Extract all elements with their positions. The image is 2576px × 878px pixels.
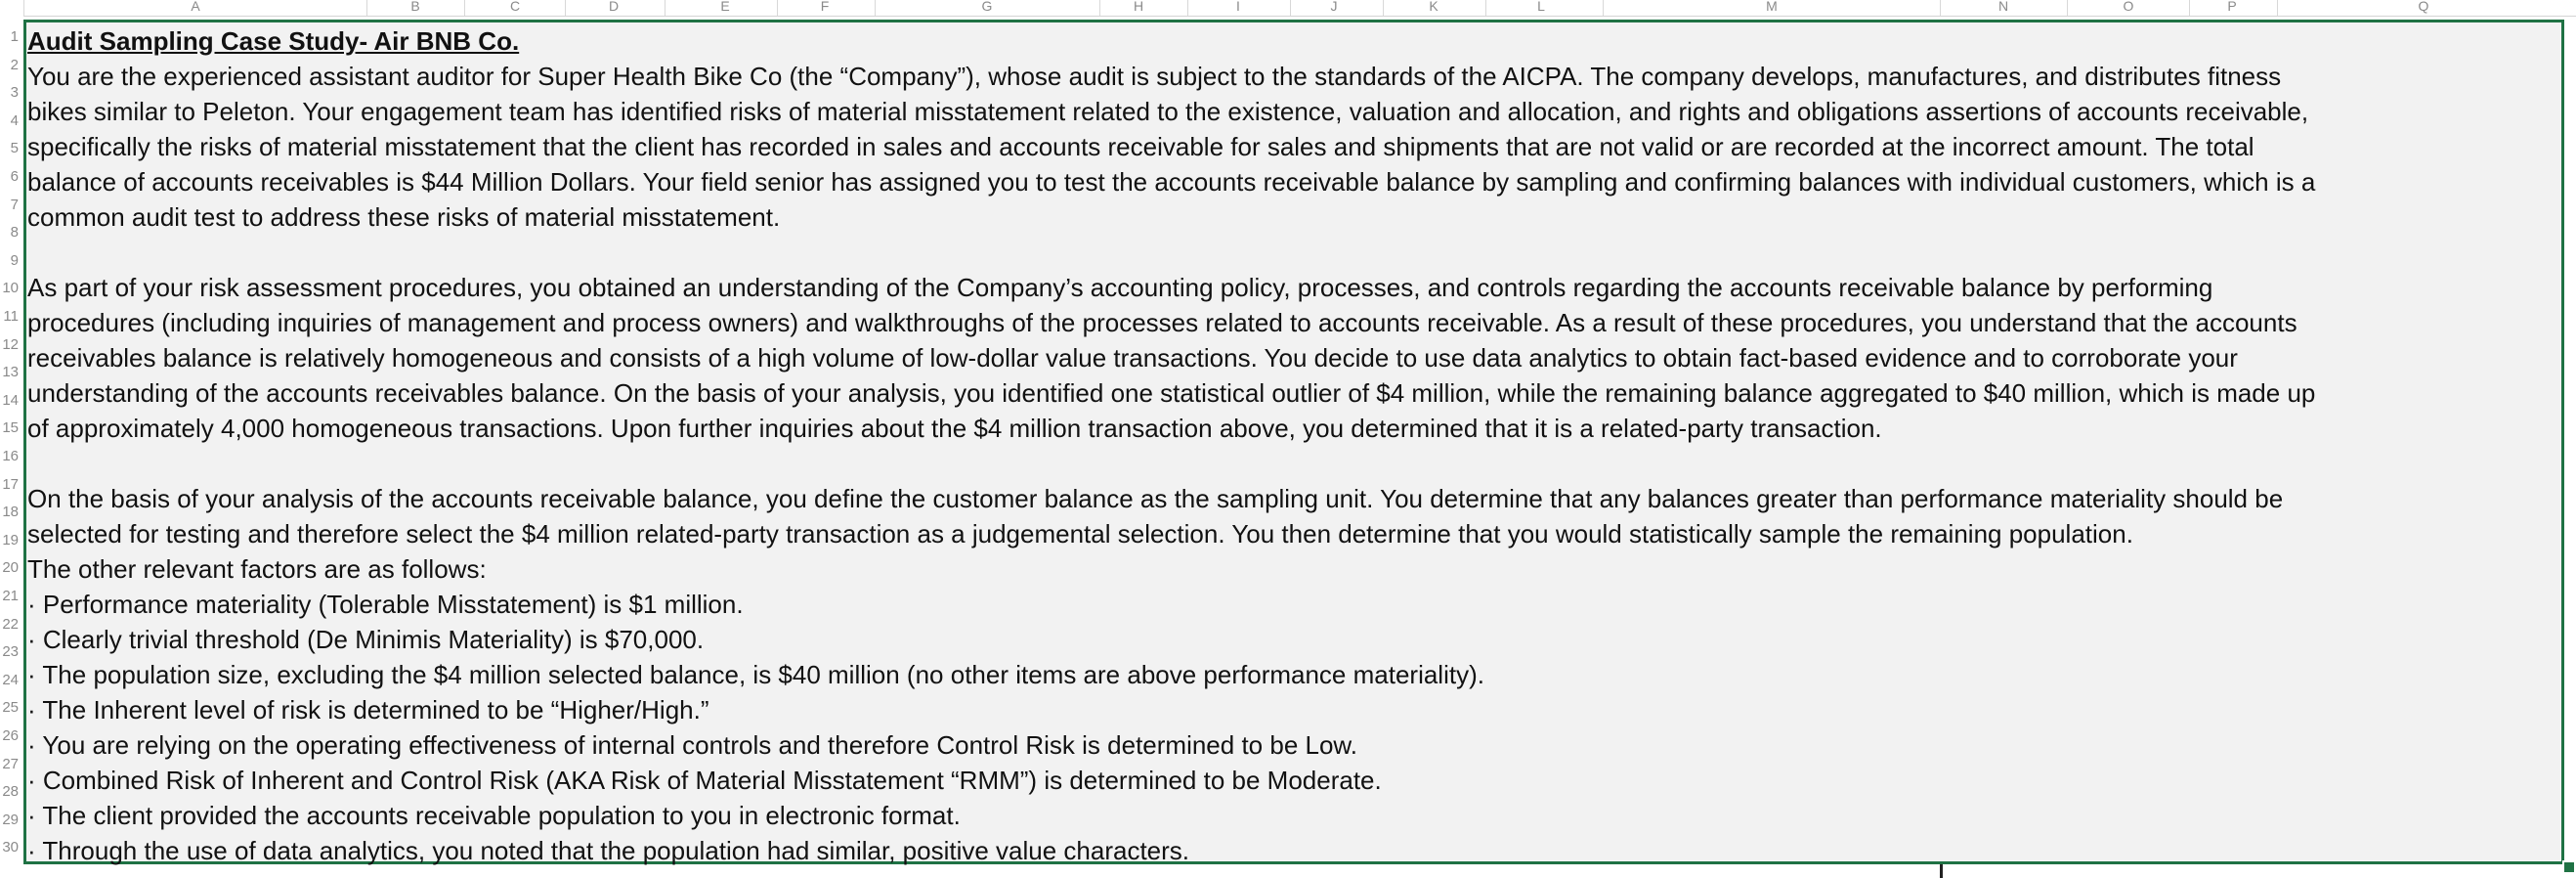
- row-header-27[interactable]: 27: [2, 755, 19, 772]
- column-separator[interactable]: [2189, 0, 2190, 16]
- paragraph-1-line: bikes similar to Peleton. Your engagement team has identified risks of material misstatement related to the existence, valuation and allocation, and rights and obligations assertions of accounts receivable,: [27, 97, 2309, 126]
- row-header-28[interactable]: 28: [2, 783, 19, 801]
- column-header-p[interactable]: P: [2227, 0, 2237, 14]
- column-header-o[interactable]: O: [2123, 0, 2134, 14]
- column-separator[interactable]: [1099, 0, 1100, 16]
- paragraph-2-line: receivables balance is relatively homogeneous and consists of a high volume of low-dollar value transactions. You decide to use data analytics to obtain fact-based evidence and to corroborate your: [27, 343, 2238, 373]
- row-header-8[interactable]: 8: [10, 224, 19, 241]
- row-header-10[interactable]: 10: [2, 280, 19, 297]
- row-header-15[interactable]: 15: [2, 419, 19, 437]
- column-header-e[interactable]: E: [720, 0, 730, 14]
- column-header-h[interactable]: H: [1133, 0, 1144, 14]
- row-header-26[interactable]: 26: [2, 727, 19, 744]
- factor-bullet: · You are relying on the operating effectiveness of internal controls and therefore Control Risk is determined to be Low.: [27, 730, 1357, 760]
- factor-bullet: · Clearly trivial threshold (De Minimis Materiality) is $70,000.: [27, 625, 705, 654]
- column-separator[interactable]: [464, 0, 465, 16]
- column-separator[interactable]: [2277, 0, 2278, 16]
- row-header-25[interactable]: 25: [2, 699, 19, 717]
- blank-line: [27, 446, 2560, 481]
- column-header-bar: [0, 0, 2576, 17]
- row-header-3[interactable]: 3: [10, 84, 19, 102]
- column-separator[interactable]: [1940, 0, 1941, 16]
- row-header-5[interactable]: 5: [10, 140, 19, 157]
- row-header-6[interactable]: 6: [10, 168, 19, 185]
- row-header-7[interactable]: 7: [10, 196, 19, 213]
- row-header-9[interactable]: 9: [10, 251, 19, 269]
- factor-bullet: · Combined Risk of Inherent and Control Risk (AKA Risk of Material Misstatement “RMM”) is determined to be Moderate.: [27, 766, 1382, 795]
- column-header-a[interactable]: A: [191, 0, 200, 14]
- column-separator[interactable]: [777, 0, 778, 16]
- column-header-q[interactable]: Q: [2418, 0, 2429, 14]
- case-study-text: [27, 23, 2560, 868]
- paragraph-2-line: understanding of the accounts receivables balance. On the basis of your analysis, you identified one statistical outlier of $4 million, while the remaining balance aggregated to $40 million, which is made up: [27, 378, 2316, 408]
- column-header-i[interactable]: I: [1236, 0, 1240, 14]
- row-header-19[interactable]: 19: [2, 531, 19, 549]
- row-header-23[interactable]: 23: [2, 643, 19, 661]
- column-header-m[interactable]: M: [1766, 0, 1778, 14]
- row-header-30[interactable]: 30: [2, 839, 19, 856]
- column-header-b[interactable]: B: [410, 0, 420, 14]
- paragraph-1-line: specifically the risks of material misstatement that the client has recorded in sales and accounts receivable for sales and shipments that are not valid or are recorded at the incorrect amount. The total: [27, 132, 2254, 161]
- paragraph-3-line: The other relevant factors are as follows:: [27, 554, 487, 584]
- column-header-l[interactable]: L: [1537, 0, 1545, 14]
- row-header-2[interactable]: 2: [10, 56, 19, 73]
- column-header-n[interactable]: N: [1997, 0, 2009, 14]
- paragraph-1-line: balance of accounts receivables is $44 Million Dollars. Your field senior has assigned you to test the accounts receivable balance by sampling and confirming balances with individual customers, which is a: [27, 167, 2316, 197]
- column-header-g[interactable]: G: [981, 0, 993, 14]
- blank-line: [27, 235, 2560, 270]
- paragraph-3-line: selected for testing and therefore select the $4 million related-party transaction as a judgemental selection. You then determine that you would statistically sample the remaining population.: [27, 519, 2133, 549]
- column-separator[interactable]: [1187, 0, 1188, 16]
- column-separator[interactable]: [2067, 0, 2068, 16]
- factor-bullet: · The client provided the accounts receivable population to you in electronic format.: [27, 801, 961, 830]
- row-header-24[interactable]: 24: [2, 671, 19, 688]
- column-separator[interactable]: [366, 0, 367, 16]
- paragraph-2-line: of approximately 4,000 homogeneous transactions. Upon further inquiries about the $4 million transaction above, you determined that it is a related-party transaction.: [27, 414, 1882, 443]
- paragraph-1-line: common audit test to address these risks of material misstatement.: [27, 202, 781, 232]
- factor-bullet: · Performance materiality (Tolerable Misstatement) is $1 million.: [27, 590, 744, 619]
- row-header-22[interactable]: 22: [2, 615, 19, 633]
- case-study-title: Audit Sampling Case Study- Air BNB Co.: [27, 26, 520, 56]
- row-header-18[interactable]: 18: [2, 504, 19, 521]
- column-header-k[interactable]: K: [1429, 0, 1438, 14]
- row-header-29[interactable]: 29: [2, 811, 19, 828]
- column-separator[interactable]: [1383, 0, 1384, 16]
- row-header-4[interactable]: 4: [10, 111, 19, 129]
- row-header-20[interactable]: 20: [2, 559, 19, 577]
- column-separator[interactable]: [1485, 0, 1486, 16]
- factor-bullet: · The population size, excluding the $4 million selected balance, is $40 million (no other items are above performance materiality).: [27, 660, 1484, 689]
- column-separator[interactable]: [23, 0, 24, 16]
- paragraph-2-line: As part of your risk assessment procedures, you obtained an understanding of the Company’s accounting policy, processes, and controls regarding the accounts receivable balance by performing: [27, 273, 2213, 302]
- row-header-12[interactable]: 12: [2, 335, 19, 353]
- column-header-d[interactable]: D: [608, 0, 620, 14]
- row-header-13[interactable]: 13: [2, 364, 19, 381]
- row-header-1[interactable]: 1: [10, 28, 19, 45]
- paragraph-2-line: procedures (including inquiries of management and process owners) and walkthroughs of the processes related to accounts receivable. As a result of these procedures, you understand that the accounts: [27, 308, 2297, 337]
- row-header-16[interactable]: 16: [2, 448, 19, 464]
- column-separator[interactable]: [1603, 0, 1604, 16]
- row-header-21[interactable]: 21: [2, 588, 19, 604]
- paragraph-1-line: You are the experienced assistant auditor for Super Health Bike Co (the “Company”), whose audit is subject to the standards of the AICPA. The company develops, manufactures, and distributes fitness: [27, 62, 2282, 91]
- column-separator[interactable]: [1290, 0, 1291, 16]
- column-separator[interactable]: [875, 0, 876, 16]
- row-header-bar: [0, 16, 23, 878]
- column-header-j[interactable]: J: [1330, 0, 1338, 14]
- row-header-17[interactable]: 17: [2, 475, 19, 493]
- row-header-14[interactable]: 14: [2, 391, 19, 409]
- fill-handle[interactable]: [2562, 860, 2576, 874]
- row-header-11[interactable]: 11: [3, 308, 19, 325]
- column-separator[interactable]: [565, 0, 566, 16]
- column-header-f[interactable]: F: [820, 0, 830, 14]
- factor-bullet: · The Inherent level of risk is determined to be “Higher/High.”: [27, 695, 709, 724]
- paragraph-3-line: On the basis of your analysis of the accounts receivable balance, you define the customer balance as the sampling unit. You determine that any balances greater than performance materiality should be: [27, 484, 2284, 513]
- factor-bullet: · Through the use of data analytics, you noted that the population had similar, positive value characters.: [27, 836, 1190, 865]
- column-header-c[interactable]: C: [509, 0, 521, 14]
